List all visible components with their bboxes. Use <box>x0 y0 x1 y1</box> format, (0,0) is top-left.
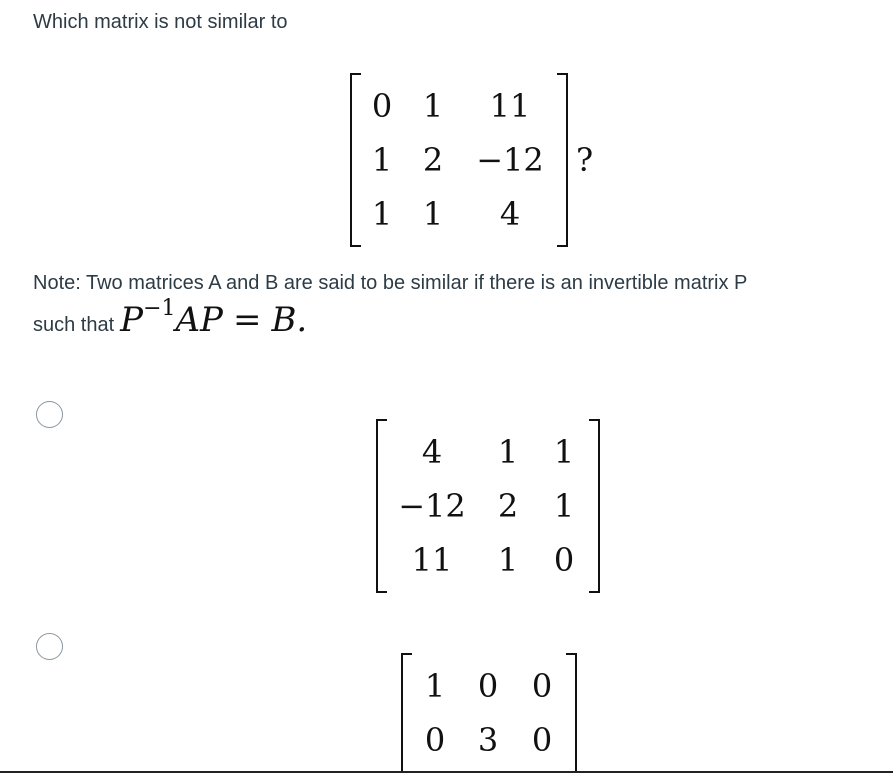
matrix-cell: −12 <box>476 141 544 179</box>
matrix-cell: 4 <box>499 195 521 233</box>
matrix-cell: 1 <box>371 141 393 179</box>
note-such-that: such that <box>33 314 115 336</box>
matrix-cell: −12 <box>398 487 466 525</box>
equation-b: B. <box>271 300 308 340</box>
equation-p: P <box>120 300 144 340</box>
matrix-cell: 1 <box>497 541 519 579</box>
option-1-radio[interactable] <box>36 401 63 428</box>
option-2-matrix <box>401 653 577 771</box>
target-matrix <box>350 73 568 247</box>
matrix-cell: 1 <box>553 487 575 525</box>
option-1-matrix-block[interactable] <box>376 419 600 593</box>
matrix-cell: 1 <box>422 195 444 233</box>
option-2-radio[interactable] <box>36 633 63 660</box>
equation-equals: = <box>232 300 262 340</box>
matrix-cell: 11 <box>489 87 531 125</box>
question-mark: ? <box>576 141 594 179</box>
matrix-cell: 4 <box>421 433 443 471</box>
equation-ap: AP <box>175 300 223 340</box>
matrix-cell: 1 <box>371 195 393 233</box>
matrix-cell: 1 <box>422 87 444 125</box>
note-text: Note: Two matrices A and B are said to be similar if there is an invertible matrix P <box>33 272 748 294</box>
note-equation-line <box>33 296 308 340</box>
matrix-cell: 0 <box>531 721 553 759</box>
matrix-cell: 2 <box>422 141 444 179</box>
equation-exponent: −1 <box>143 296 176 321</box>
matrix-cell: 1 <box>424 667 446 705</box>
target-matrix-block <box>350 73 593 247</box>
matrix-cell: 0 <box>553 541 575 579</box>
matrix-cell: 3 <box>477 721 499 759</box>
matrix-cell: 2 <box>497 487 519 525</box>
matrix-cell: 0 <box>531 667 553 705</box>
option-2-matrix-block[interactable] <box>401 653 577 771</box>
question-prompt: Which matrix is not similar to <box>33 11 288 33</box>
matrix-cell: 1 <box>497 433 519 471</box>
similarity-equation <box>120 296 308 340</box>
matrix-cell: 0 <box>424 721 446 759</box>
matrix-cell: 0 <box>477 667 499 705</box>
bottom-divider <box>0 771 893 773</box>
option-1-matrix <box>376 419 600 593</box>
matrix-cell: 0 <box>371 87 393 125</box>
matrix-cell: 1 <box>553 433 575 471</box>
matrix-cell: 11 <box>411 541 453 579</box>
